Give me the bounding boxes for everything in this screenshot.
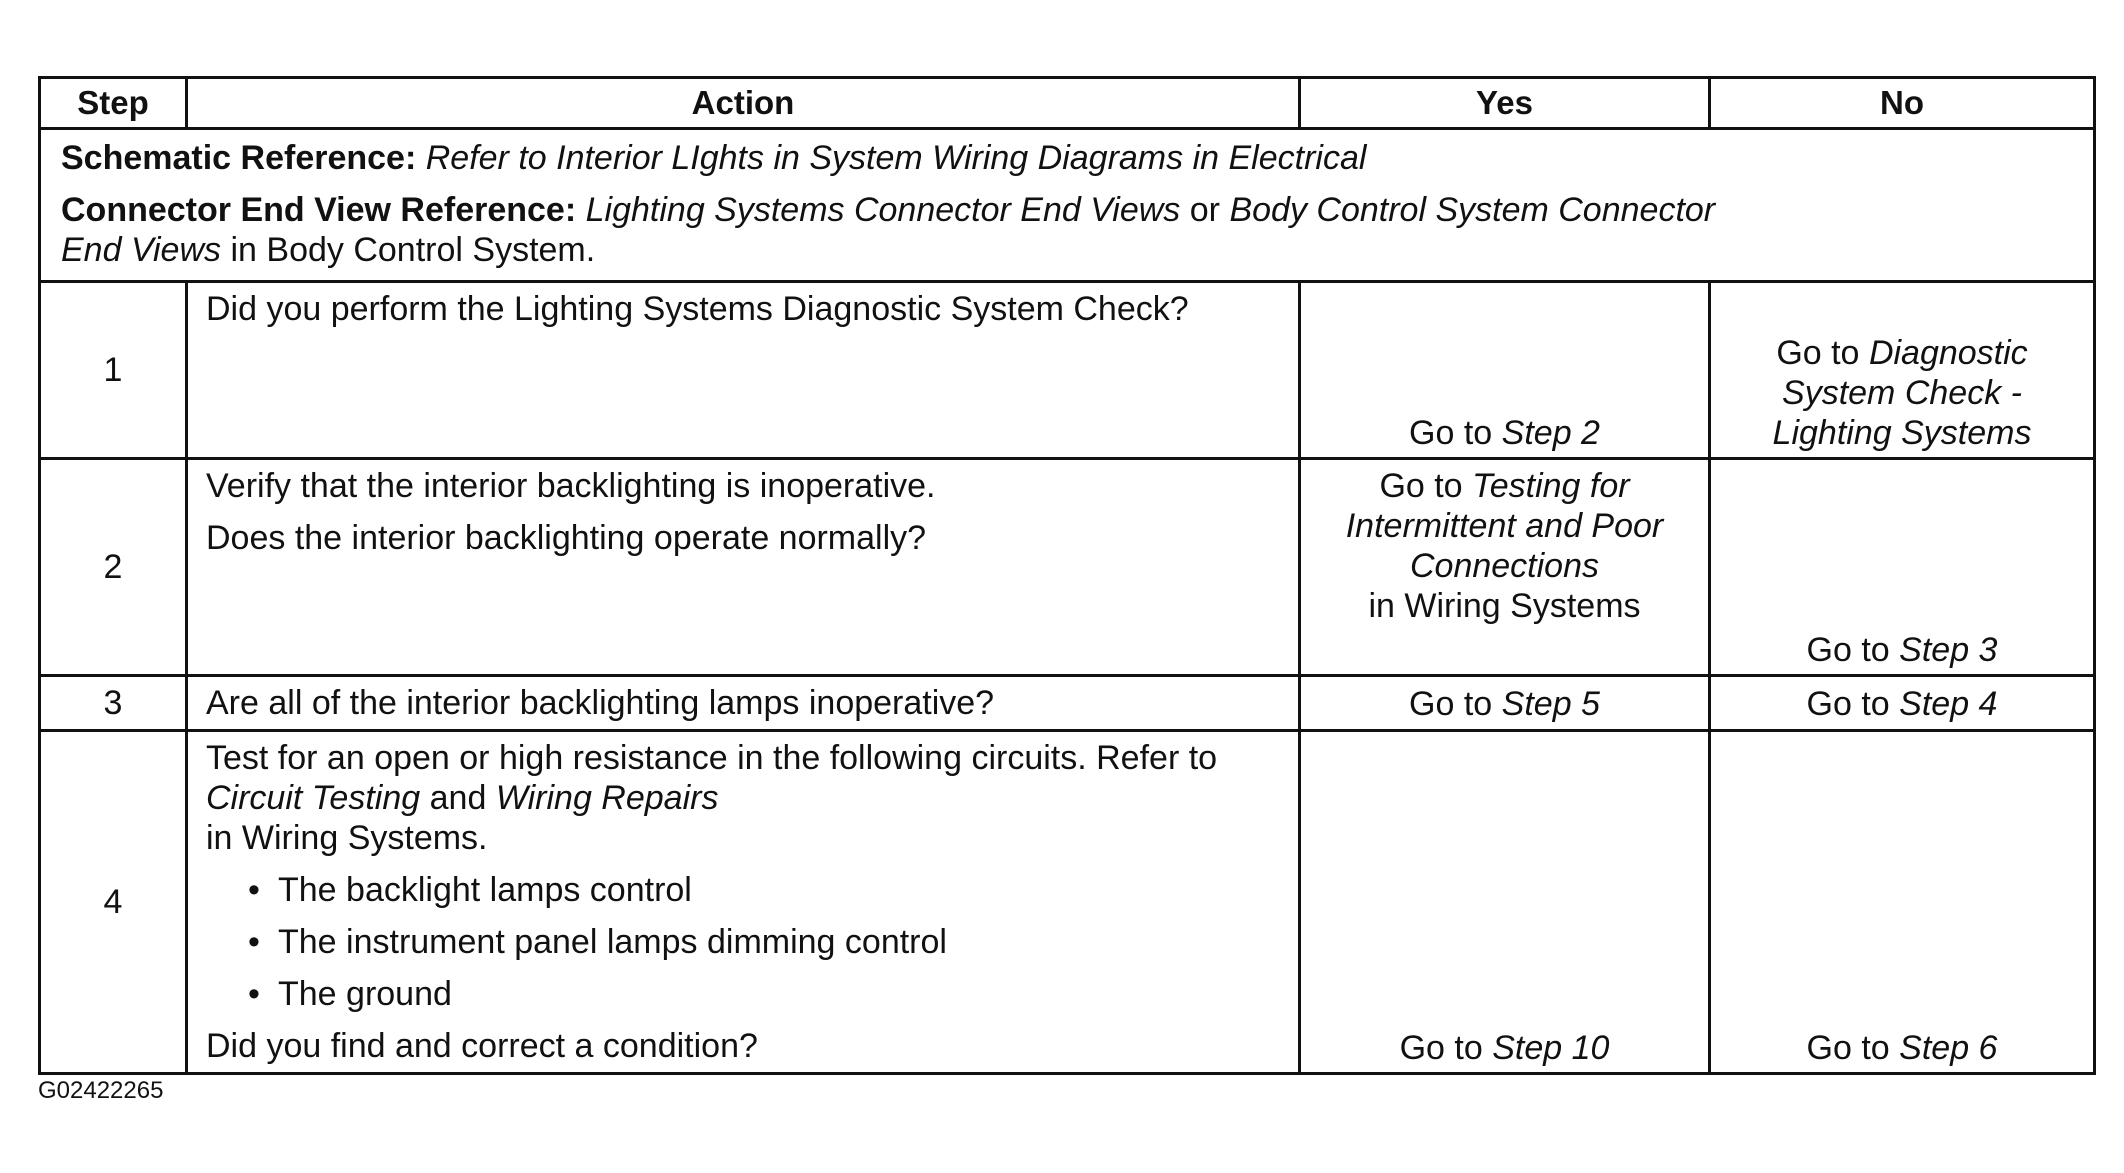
yes-pre: Go to <box>1409 685 1493 723</box>
no-link: Diagnostic System Check - Lighting Systems <box>1772 334 2032 452</box>
schematic-reference-text: Refer to Interior LIghts in System Wiring Diagrams in Electrical <box>425 139 1367 177</box>
schematic-reference-label: Schematic Reference: <box>61 139 417 177</box>
step-number: 4 <box>40 731 187 1074</box>
no-link: Step 4 <box>1899 685 1998 723</box>
no-pre: Go to <box>1806 631 1890 669</box>
action-link-circuit-testing: Circuit Testing <box>206 779 421 817</box>
action-question: Does the interior backlighting operate normally? <box>206 519 927 557</box>
reference-cell <box>40 129 2095 282</box>
action-question: Did you find and correct a condition? <box>206 1027 758 1065</box>
no-link: Step 3 <box>1899 631 1998 669</box>
no-pre: Go to <box>1806 1029 1890 1067</box>
table-row <box>40 282 2095 459</box>
yes-cell <box>1300 282 1710 459</box>
table-row <box>40 676 2095 731</box>
action-and: and <box>429 779 487 817</box>
action-intro: Test for an open or high resistance in the following circuits. Refer to <box>206 739 1218 777</box>
no-cell <box>1710 731 2095 1074</box>
action-cell <box>187 731 1300 1074</box>
connector-reference <box>61 190 2073 270</box>
header-no: No <box>1710 78 2095 129</box>
yes-post: in Wiring Systems <box>1368 587 1641 625</box>
yes-link: Step 10 <box>1492 1029 1610 1067</box>
action-text: Did you perform the Lighting Systems Diagnostic System Check? <box>206 290 1189 328</box>
header-row <box>40 78 2095 129</box>
action-text <box>206 738 1280 858</box>
step-number: 3 <box>40 676 187 731</box>
action-cell <box>187 676 1300 731</box>
no-pre: Go to <box>1806 685 1890 723</box>
header-yes: Yes <box>1300 78 1710 129</box>
circuit-list <box>206 870 1280 1014</box>
figure-id: G02422265 <box>38 1077 164 1104</box>
header-step: Step <box>40 78 187 129</box>
yes-cell <box>1300 731 1710 1074</box>
yes-link: Step 2 <box>1501 414 1600 452</box>
connector-reference-label: Connector End View Reference: <box>61 191 577 229</box>
list-item: • The ground <box>248 974 1280 1014</box>
connector-reference-part3: End Views <box>61 231 222 269</box>
table-row <box>40 459 2095 676</box>
yes-pre: Go to <box>1399 1029 1483 1067</box>
action-cell <box>187 459 1300 676</box>
action-text: Verify that the interior backlighting is inoperative. <box>206 467 936 505</box>
action-text: Are all of the interior backlighting lamps inoperative? <box>206 684 995 722</box>
diagnostic-table <box>38 76 2096 1075</box>
list-item: • The instrument panel lamps dimming control <box>248 922 1280 962</box>
step-number: 1 <box>40 282 187 459</box>
yes-pre: Go to <box>1379 467 1463 505</box>
table-row <box>40 731 2095 1074</box>
yes-cell <box>1300 676 1710 731</box>
connector-reference-part1: Lighting Systems Connector End Views <box>585 191 1181 229</box>
no-cell <box>1710 459 2095 676</box>
connector-reference-part2: Body Control System Connector <box>1229 191 1716 229</box>
action-link-wiring-repairs: Wiring Repairs <box>495 779 719 817</box>
no-cell <box>1710 676 2095 731</box>
no-link: Step 6 <box>1899 1029 1998 1067</box>
no-cell <box>1710 282 2095 459</box>
connector-reference-or: or <box>1189 191 1220 229</box>
yes-pre: Go to <box>1409 414 1493 452</box>
header-action: Action <box>187 78 1300 129</box>
yes-cell <box>1300 459 1710 676</box>
yes-link: Step 5 <box>1501 685 1600 723</box>
connector-reference-tail: in Body Control System. <box>230 231 596 269</box>
yes-link: Testing for Intermittent and Poor Connections <box>1345 467 1664 585</box>
reference-row <box>40 129 2095 282</box>
action-tail: in Wiring Systems. <box>206 819 488 857</box>
step-number: 2 <box>40 459 187 676</box>
no-pre: Go to <box>1776 334 1860 372</box>
schematic-reference <box>61 138 2073 178</box>
action-cell <box>187 282 1300 459</box>
list-item: • The backlight lamps control <box>248 870 1280 910</box>
